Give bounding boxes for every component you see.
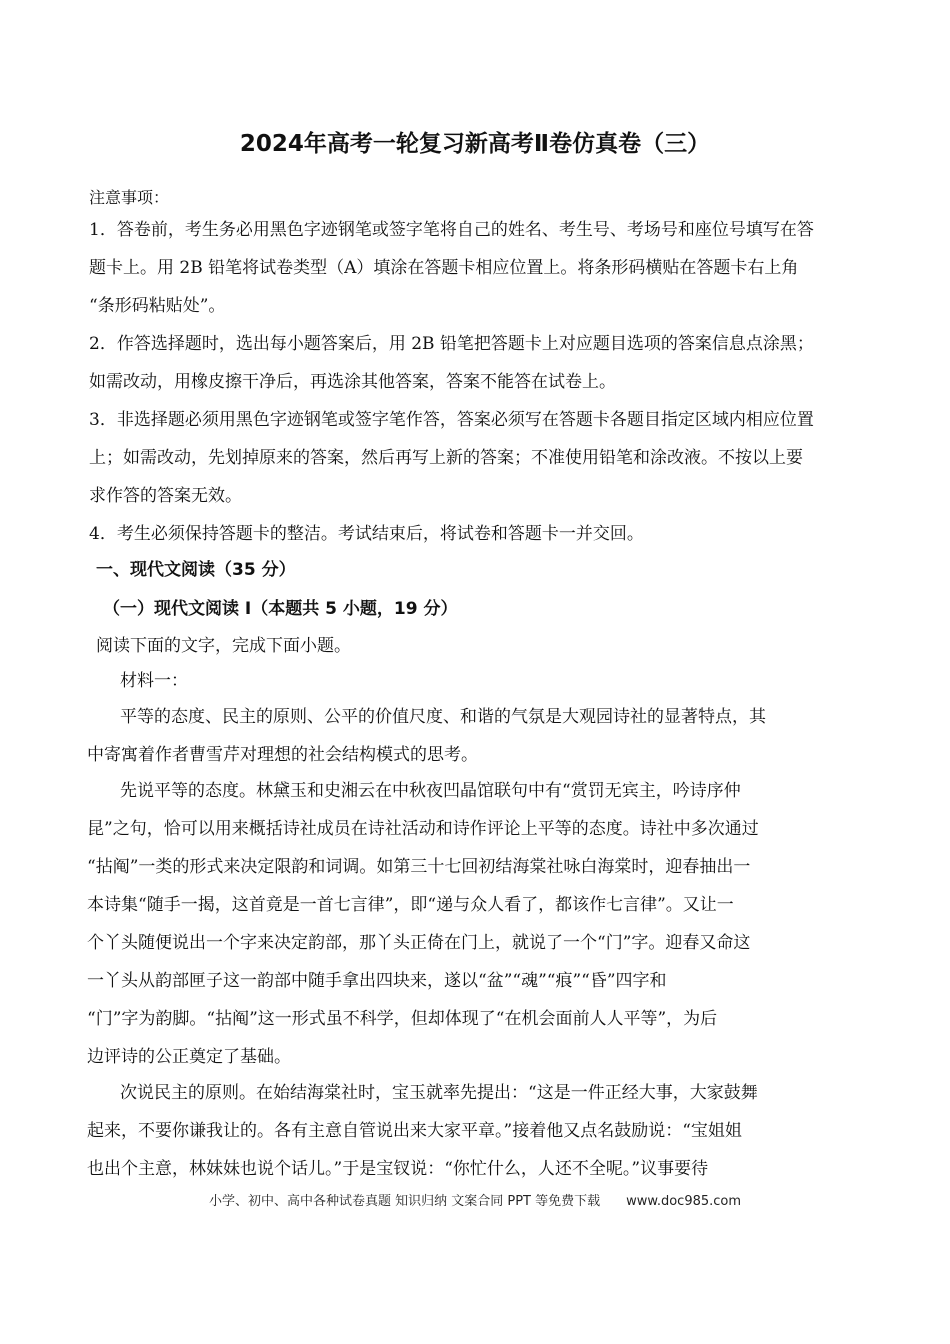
notice-list (89, 211, 914, 553)
notice-line: 1．答卷前，考生务必用黑色字迹钢笔或签字笔将自己的姓名、考生号、考场号和座位号填写在答 (89, 220, 814, 240)
subsection-heading: （一）现代文阅读 I（本题共 5 小题，19 分） (103, 599, 458, 619)
paragraph-line: 边评诗的公正奠定了基础。 (87, 1047, 291, 1067)
section-heading: 一、现代文阅读（35 分） (96, 560, 296, 580)
notice-line: 题卡上。用 2B 铅笔将试卷类型（A）填涂在答题卡相应位置上。将条形码横贴在答题卡右上角 (89, 258, 799, 278)
material-label: 材料一： (120, 671, 188, 691)
paragraph-line: 中寄寓着作者曹雪芹对理想的社会结构模式的思考。 (87, 745, 478, 765)
notice-line: 上；如需改动，先划掉原来的答案，然后再写上新的答案；不准使用铅笔和涂改液。不按以上要 (89, 448, 803, 468)
paragraph-line: 本诗集“随手一揭，这首竟是一首七言律”，即“递与众人看了，都该作七言律”。又让一 (87, 895, 734, 915)
notice-line: 3．非选择题必须用黑色字迹钢笔或签字笔作答，答案必须写在答题卡各题目指定区域内相应位置 (89, 410, 814, 430)
footer-url: www.doc985.com (626, 1194, 742, 1209)
notice-line: 2．作答选择题时，选出每小题答案后，用 2B 铅笔把答题卡上对应题目选项的答案信息点涂黑； (89, 334, 814, 354)
paragraph-line: “拈阄”一类的形式来决定限韵和词调。如第三十七回初结海棠社咏白海棠时，迎春抽出一 (87, 857, 751, 877)
paragraph-line: 一丫头从韵部匣子这一韵部中随手拿出四块来，遂以“盆”“魂”“痕”“昏”四字和 (87, 971, 667, 991)
notice-line: “条形码粘贴处”。 (89, 296, 226, 316)
reading-instruction: 阅读下面的文字，完成下面小题。 (96, 636, 351, 656)
footer-text: 小学、初中、高中各种试卷真题 知识归纳 文案合同 PPT 等免费下载 (208, 1194, 601, 1209)
paragraph-line: 昆”之句，恰可以用来概括诗社成员在诗社活动和诗作评论上平等的态度。诗社中多次通过 (87, 819, 759, 839)
paragraph-line: “门”字为韵脚。“拈阄”这一形式虽不科学，但却体现了“在机会面前人人平等”，为后 (87, 1009, 718, 1029)
paragraph-line: 起来，不要你谦我让的。各有主意自管说出来大家平章。”接着他又点名鼓励说：“宝姐姐 (87, 1121, 742, 1141)
page-footer (0, 1190, 950, 1209)
notice-heading: 注意事项： (89, 188, 170, 207)
paragraph-1 (87, 698, 857, 774)
paragraph-line: 也出个主意，林妹妹也说个话儿。”于是宝钗说：“你忙什么，人还不全呢。”议事要待 (87, 1159, 709, 1179)
paragraph-line: 个丫头随便说出一个字来决定韵部，那丫头正倚在门上，就说了一个“门”字。迎春又命这 (87, 933, 751, 953)
paragraph-line: 次说民主的原则。在始结海棠社时，宝玉就率先提出：“这是一件正经大事，大家鼓舞 (120, 1083, 758, 1103)
paragraph-line: 先说平等的态度。林黛玉和史湘云在中秋夜凹晶馆联句中有“赏罚无宾主，吟诗序仲 (120, 781, 741, 801)
material-label-block (87, 662, 857, 700)
notice-line: 求作答的答案无效。 (89, 486, 242, 506)
page-title: 2024年高考一轮复习新高考Ⅱ卷仿真卷（三） (239, 131, 711, 157)
paragraph-line: 平等的态度、民主的原则、公平的价值尺度、和谐的气氛是大观园诗社的显著特点，其 (120, 707, 766, 727)
paragraph-2 (87, 772, 857, 1076)
notice-line: 4．考生必须保持答题卡的整洁。考试结束后，将试卷和答题卡一并交回。 (89, 524, 644, 544)
paragraph-3 (87, 1074, 857, 1188)
notice-line: 如需改动，用橡皮擦干净后，再选涂其他答案，答案不能答在试卷上。 (89, 372, 616, 392)
